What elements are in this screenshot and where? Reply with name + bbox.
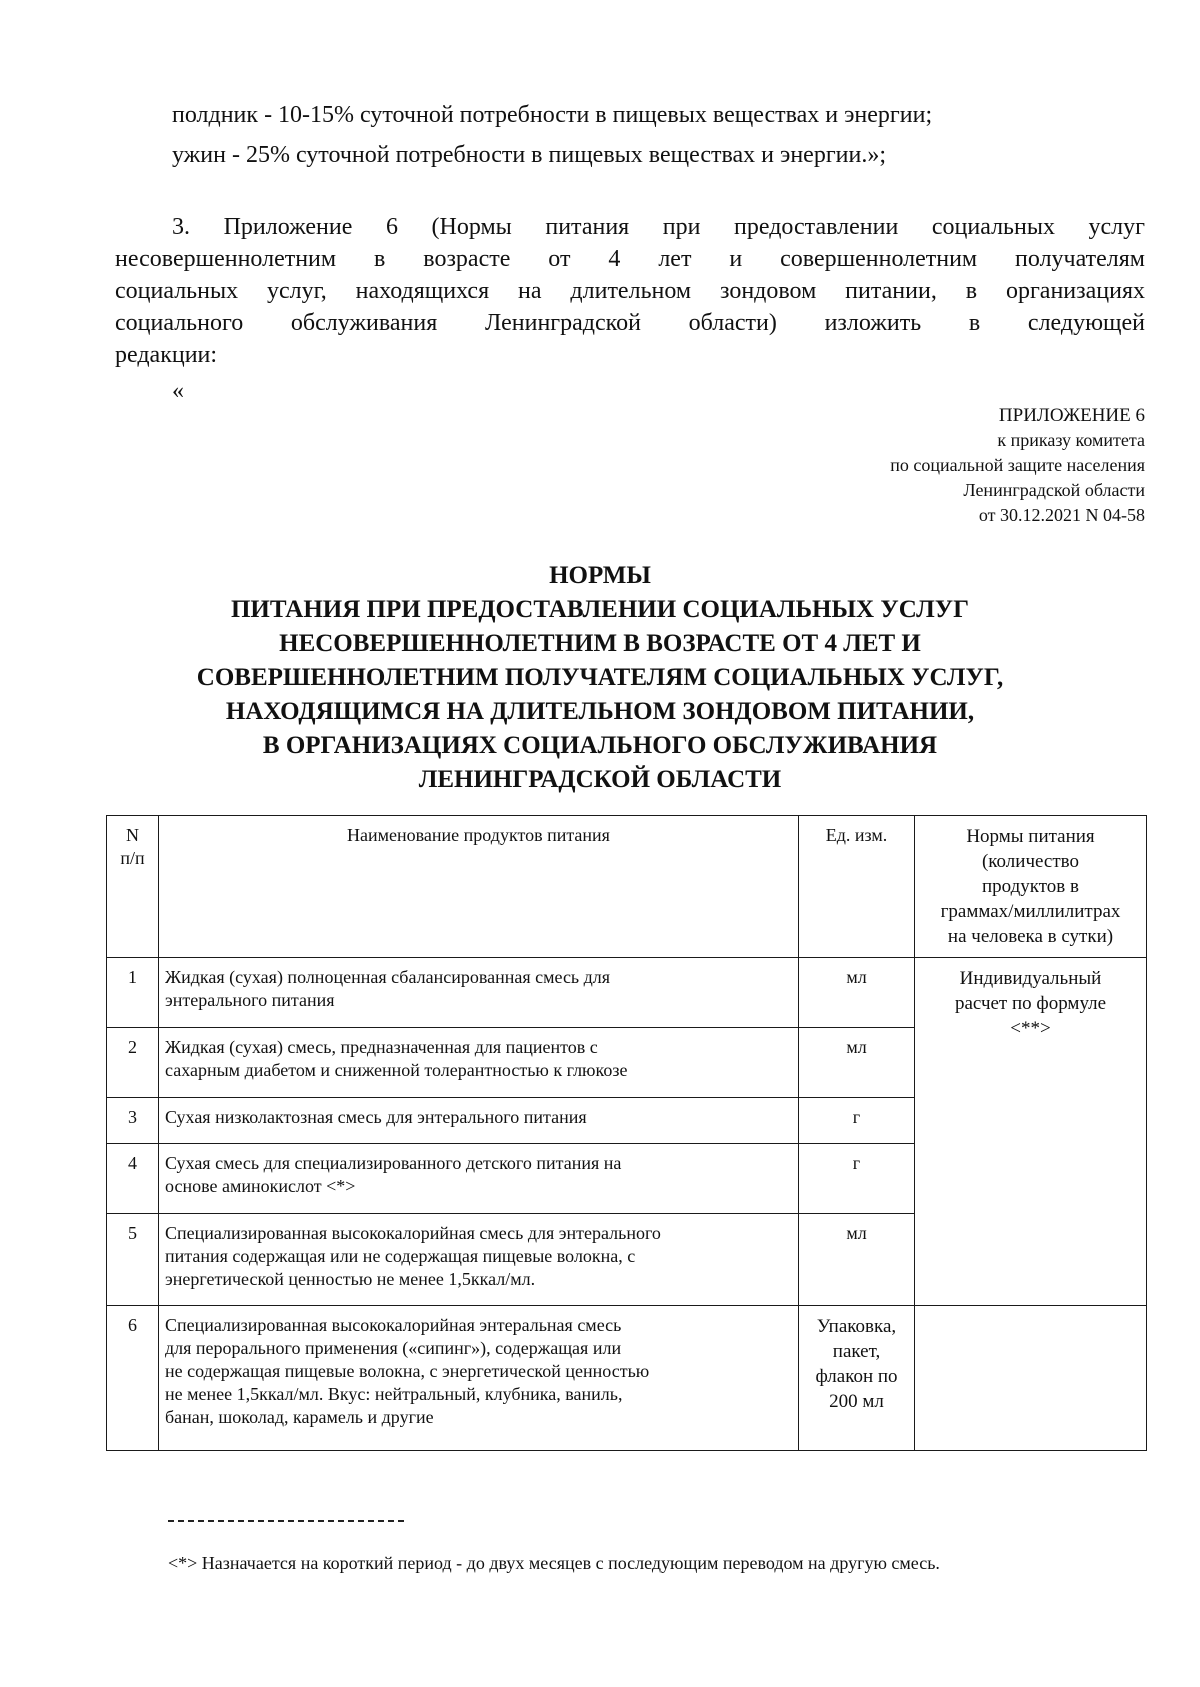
cell-norm-line: расчет по формуле [954,993,1107,1014]
title-line: ПИТАНИЯ ПРИ ПРЕДОСТАВЛЕНИИ СОЦИАЛЬНЫХ УСЛУГ [230,596,970,623]
cell-name [159,1028,799,1098]
cell-name [159,1214,799,1306]
cell-num: 1 [107,958,159,1028]
cell-num: 5 [107,1214,159,1306]
cell-name-line: не содержащая пищевые волокна, с энергетической ценностью [165,1361,650,1381]
cell-name-line: Жидкая (сухая) смесь, предназначенная для пациентов с [165,1037,598,1057]
header-unit: Ед. изм. [799,816,915,958]
cell-name-line: Специализированная высококалорийная смесь для энтерального [165,1223,661,1243]
cell-norm-line: <**> [1010,1018,1051,1039]
header-norm-line: (количество [981,851,1080,872]
paragraph-line: социального обслуживания Ленинградской области) изложить в следующей [115,310,1145,336]
appendix-line: от 30.12.2021 N 04-58 [978,505,1145,525]
paragraph-line: социальных услуг, находящихся на длительном зондовом питании, в организациях [115,278,1145,304]
header-num-line: п/п [120,848,145,868]
document-title [100,559,1100,797]
title-line: В ОРГАНИЗАЦИЯХ СОЦИАЛЬНОГО ОБСЛУЖИВАНИЯ [262,732,938,759]
cell-num: 2 [107,1028,159,1098]
paragraph-line: полдник - 10-15% суточной потребности в пищевых веществах и энергии; [172,102,933,128]
paragraph-line: 3. Приложение 6 (Нормы питания при предоставлении социальных услуг [172,214,1145,240]
cell-num: 6 [107,1306,159,1451]
title-line: ЛЕНИНГРАДСКОЙ ОБЛАСТИ [418,766,782,793]
cell-name-line: Жидкая (сухая) полноценная сбалансированная смесь для [165,967,611,987]
cell-name-line: Сухая смесь для специализированного детского питания на [165,1153,622,1173]
cell-unit: г [799,1098,915,1144]
header-norm-line: на человека в сутки) [947,926,1114,947]
appendix-line: по социальной защите населения [890,455,1145,475]
cell-name-line: банан, шоколад, карамель и другие [165,1407,434,1427]
cell-num: 3 [107,1098,159,1144]
cell-name-line: энергетической ценностью не менее 1,5ккал/мл. [165,1269,536,1289]
appendix-line: к приказу комитета [997,430,1145,450]
header-norm-line: продуктов в [981,876,1079,897]
table-row [107,958,1147,1028]
title-line: НОРМЫ [549,562,651,589]
cell-name-line: для перорального применения («сипинг»), содержащая или [165,1338,622,1358]
cell-name [159,1098,799,1144]
title-line: СОВЕРШЕННОЛЕТНИМ ПОЛУЧАТЕЛЯМ СОЦИАЛЬНЫХ УСЛУГ, [196,664,1004,691]
header-norm-line: граммах/миллилитрах [940,901,1121,922]
cell-unit-line: 200 мл [829,1391,884,1412]
appendix-block [890,403,1145,528]
cell-name-line: питания содержащая или не содержащая пищевые волокна, с [165,1246,636,1266]
header-name: Наименование продуктов питания [159,816,799,958]
paragraph-line: ужин - 25% суточной потребности в пищевых веществах и энергии.»; [172,142,887,168]
title-line: НАХОДЯЩИМСЯ НА ДЛИТЕЛЬНОМ ЗОНДОВОМ ПИТАНИИ, [225,698,975,725]
appendix-heading: ПРИЛОЖЕНИЕ 6 [998,405,1145,426]
header-num-line: N [126,825,139,845]
cell-unit-line: пакет, [832,1341,881,1362]
cell-norm-line: Индивидуальный [959,968,1102,989]
paragraph-line: несовершеннолетним в возрасте от 4 лет и совершеннолетним получателям [115,246,1145,272]
header-num [107,816,159,958]
cell-unit-line: Упаковка, [816,1316,897,1337]
norms-table [106,815,1147,1451]
title-line: НЕСОВЕРШЕННОЛЕТНИМ В ВОЗРАСТЕ ОТ 4 ЛЕТ И [279,630,921,657]
table-header-row [107,816,1147,958]
cell-unit [799,1306,915,1451]
cell-name-line: сахарным диабетом и сниженной толерантностью к глюкозе [165,1060,628,1080]
cell-unit: г [799,1144,915,1214]
footnote-separator [168,1520,404,1522]
cell-num: 4 [107,1144,159,1214]
cell-unit: мл [799,958,915,1028]
cell-name-line: Специализированная высококалорийная энтеральная смесь [165,1315,622,1335]
cell-norm-merged [915,958,1147,1306]
cell-norm-empty [915,1306,1147,1451]
cell-name [159,1144,799,1214]
cell-name-line: энтерального питания [165,990,335,1010]
cell-name-line: не менее 1,5ккал/мл. Вкус: нейтральный, клубника, ваниль, [165,1384,623,1404]
cell-name-line: основе аминокислот <*> [165,1176,356,1196]
cell-name [159,958,799,1028]
cell-unit-line: флакон по [815,1366,898,1387]
cell-unit: мл [799,1028,915,1098]
appendix-line: Ленинградской области [963,480,1145,500]
opening-quote: « [172,378,184,404]
footnote-text: <*> Назначается на короткий период - до двух месяцев с последующим переводом на другую смесь. [168,1553,940,1573]
table-row [107,1306,1147,1451]
header-norm [915,816,1147,958]
header-norm-line: Нормы питания [966,826,1095,847]
cell-name [159,1306,799,1451]
cell-name-line: Сухая низколактозная смесь для энтерального питания [165,1107,587,1127]
cell-unit: мл [799,1214,915,1306]
paragraph-line: редакции: [115,342,218,368]
